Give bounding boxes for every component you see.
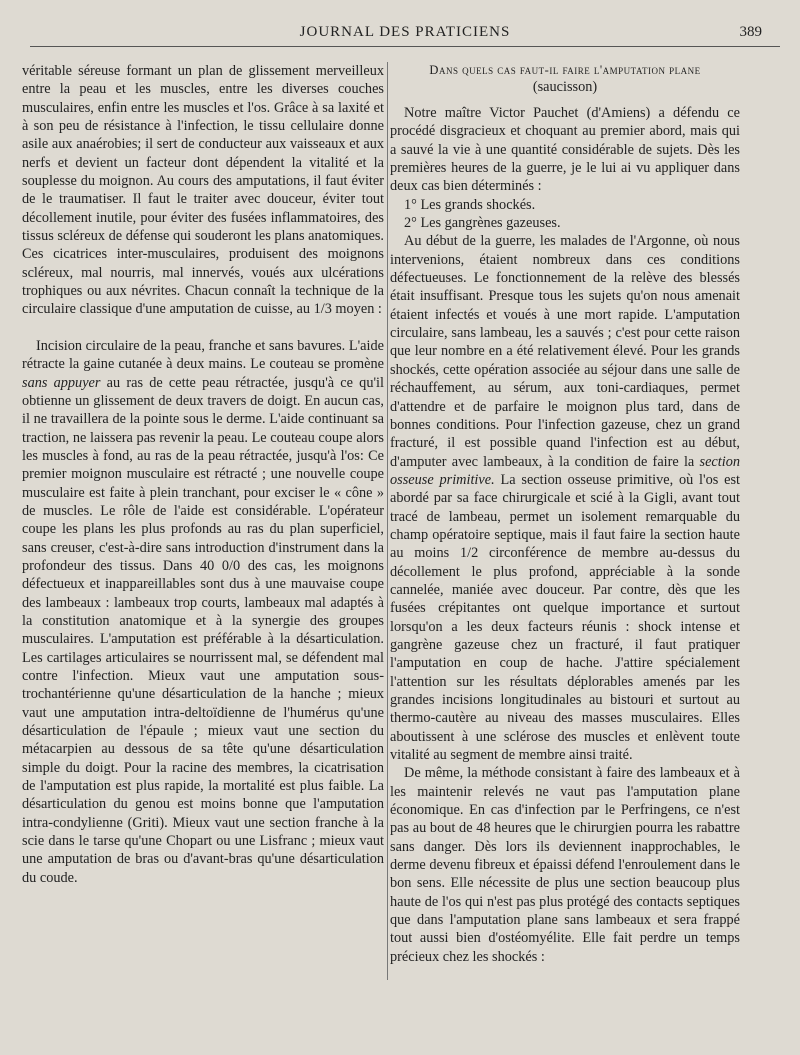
section-title: Dans quels cas faut-il faire l'amputation plane bbox=[429, 63, 701, 77]
emphasis: sans appuyer bbox=[22, 374, 101, 391]
text-run: Au début de la guerre, les malades de l'Argonne, où nous intervenions, étaient nombreux dans ces conditions défectueuses. Le fonctionnement de la relève des blessés était insuffisant. Presque tous les sujets qu'on nous amenait étaient infectés et voués à une mort rapide. L'amputation circulaire, sans lambeau, les a sauvés ; c'est pour cette raison que leur nombre en a été relativement élevé. Pour les grands shockés, cette opération associée au séjour dans une salle de réchauffement, au sérum, aux toni-cardiaques, permet d'attendre et de parfaire le moignon plus tard, dans de bonnes conditions. Pour l'infection gazeuse, chez un grand fracturé, il est possible quand l'infection est au début, d'amputer avec lambeaux, à la condition de faire la bbox=[390, 233, 740, 470]
text-run: au ras de cette peau rétractée, jusqu'à ce qu'il obtienne un glissement de deux travers de doigt. En aucun cas, il ne travaillera de la pointe sous le derme. L'aide continuant sa traction, ne laissera pas revenir la peau. Le couteau coupe alors les muscles à fond, au ras de la peau rétractée, jusqu'à l'os: Ce premier moignon musculaire est rétracté ; une nouvelle coupe musculaire est faite à plein tranchant, pour exciser le « cône » de muscles. Le rôle de l'aide est considérable. L'opérateur coupe les plans les plus profonds au ras du plan superficiel, sans creuser, c'est-à-dire sans introduction d'instrument dans la profondeur des tissus. Dans 40 0/0 des cas, les moignons défectueux et inappareillables sont dus à une mauvaise coupe des lambeaux : lambeaux trop courts, lambeaux mal adaptés à la constitution anatomique et à la synergie des groupes musculaires. L'amputation est préférable à la désarticulation. Les cartilages articulaires se nourrissent mal, se défendent mal contre l'infection. Mieux vaut une amputation sous-trochantérienne qu'une désarticulation de la hanche ; mieux vaut une amputation intra-deltoïdienne de l'humérus qu'une désarticulation de l'épaule ; mieux vaut une section du métacarpien au dessous de sa tête qu'une désarticulation simple du doigt. Pour la racine des membres, la cicatrisation de l'amputation est plus rapide, la mortalité est plus faible. La désarticulation du genou est moins bonne que l'amputation intra-condylienne (Griti). Mieux vaut une section franche à la scie dans le tarse qu'une Chopart ou une Lisfranc ; mieux vaut une amputation de bras ou d'avant-bras qu'une désarticulation du coude. bbox=[22, 374, 384, 886]
left-column bbox=[22, 62, 384, 887]
paragraph bbox=[390, 232, 740, 764]
column-divider bbox=[387, 62, 388, 980]
page-number: 389 bbox=[739, 24, 762, 40]
list-item: 2° Les gangrènes gazeuses. bbox=[404, 215, 561, 232]
emphasis: section osseuse primitive. bbox=[390, 453, 740, 488]
paragraph bbox=[22, 337, 384, 887]
running-header bbox=[30, 24, 780, 47]
text-run: La section osseuse primitive, où l'os est abordé par sa face chirurgicale et scié à la Gigli, avant tout tracé de lambeau, permet un isolement remarquable du champ opératoire septique, mais il faut faire la section haute au moins 1/2 circonférence de membre au-dessus du décollement le plus profond, appréciable à la sonde cannelée, maniée avec douceur. Par contre, dès que les fusées crépitantes ont quelque importance et surtout lorsqu'on a les deux facteurs réunis : shock intense et gangrène gazeuse chez un fracturé, il faut pratiquer l'amputation en coup de hache. J'attire spécialement l'attention sur les résultats déplorables amenés par les grandes incisions longitudinales au bistouri et surtout au thermo-cautère au niveau des masses musculaires. Elles aboutissent à une sclérose des muscles et enlèvent toute vitalité au segment de membre ainsi traité. bbox=[390, 471, 740, 764]
section-subtitle: (saucisson) bbox=[532, 79, 598, 95]
list-item: 1° Les grands shockés. bbox=[404, 196, 536, 213]
text-run: Incision circulaire de la peau, franche et sans bavures. L'aide rétracte la gaine cutanée à deux mains. Le couteau se promène bbox=[22, 337, 384, 373]
paragraph: Notre maître Victor Pauchet (d'Amiens) a défendu ce procédé disgracieux et choquant au premier abord, mais qui a sauvé la vie à une quantité considérable de sujets. Dès les premières heures de la guerre, je le lui ai vu appliquer dans deux cas bien déterminés : bbox=[390, 105, 740, 195]
paragraph: De même, la méthode consistant à faire des lambeaux et à les maintenir relevés ne vaut pas l'amputation plane économique. En cas d'infection par le Perfringens, ce n'est pas au bout de 48 heures que le chirurgien pourra les rabattre sans danger. Dès lors ils deviennent inapprochables, le derme devenu fibreux et épaissi défend l'enroulement dans le bon sens. Elle nécessite de plus une section beaucoup plus haute de l'os qui n'est pas plus protégé des contacts septiques que dans l'amputation plane sans lambeaux et sera frappé tout aussi bien d'ostéomyélite. Elle fait perdre un temps précieux chez les shockés : bbox=[390, 765, 740, 965]
journal-title: JOURNAL DES PRATICIENS bbox=[299, 24, 511, 40]
right-column bbox=[390, 62, 740, 966]
paragraph: véritable séreuse formant un plan de glissement merveilleux entre la peau et les muscles, entre les diverses couches musculaires, enfin entre les muscles et l'os. Grâce à sa laxité et à son peu de résistance à l'infection, le tissu cellulaire donne asile aux anaérobies; il sert de conducteur aux vaisseaux et aux nerfs et devient un facteur dont dépendent la vitalité et la souplesse du moignon. Au cours des amputations, il faut éviter de le traumatiser. Il faut le traiter avec douceur, éviter tout décollement inutile, pour éviter des fusées inflammatoires, des tissus scléreux de défense qui souderont les plans anatomiques. Ces cicatrices inter-musculaires, produisent des moignons scléreux, mal nourris, mal innervés, voués aux ulcérations trophiques ou aux névrites. Chacun connaît la technique de la circulaire classique d'une amputation de cuisse, au 1/3 moyen : bbox=[22, 63, 384, 318]
